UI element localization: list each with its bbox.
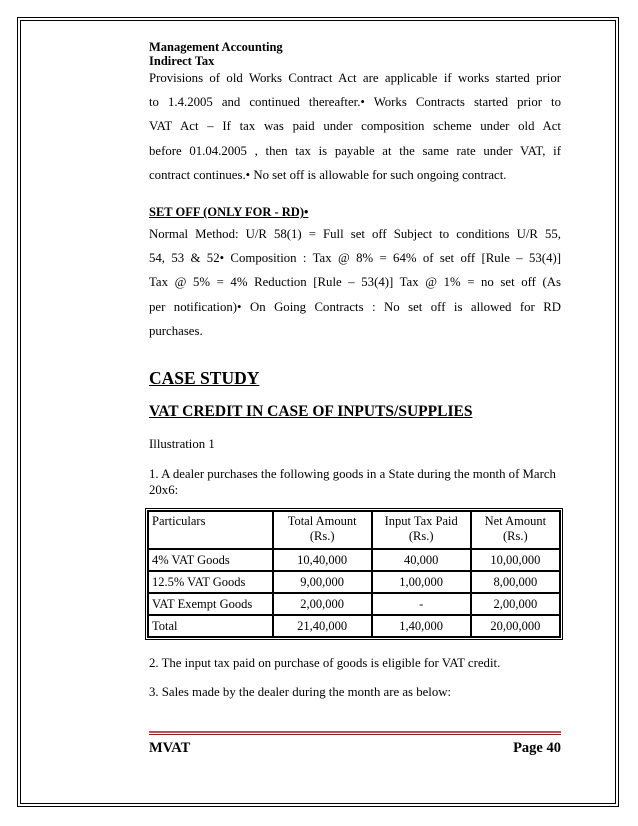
item-3-text: 3. Sales made by the dealer during the month are as below:: [149, 685, 452, 699]
table-cell: Total: [148, 615, 273, 637]
paragraph-works-contract: [149, 66, 561, 187]
header-line-2: Indirect Tax: [149, 54, 215, 68]
table-cell: 1,40,000: [372, 615, 471, 637]
para1-line: VAT Act – If tax was paid under composition scheme under old Act: [149, 119, 561, 134]
table-cell: 1,00,000: [372, 571, 471, 593]
table-header-row: [148, 511, 560, 549]
page-number: Page 40: [513, 740, 561, 756]
table-row-total: [148, 615, 560, 637]
table-row: [148, 549, 560, 571]
item-1-text: 1. A dealer purchases the following goods in a State during the month of March 20x6:: [149, 467, 556, 497]
table-cell: 8,00,000: [471, 571, 560, 593]
table-row: [148, 593, 560, 615]
col-header-particulars: Particulars: [148, 511, 273, 549]
para1-line: to 1.4.2005 and continued thereafter.• Works Contracts started prior to: [149, 95, 561, 110]
col-header-total-amount: Total Amount (Rs.): [273, 511, 372, 549]
table-cell: 20,00,000: [471, 615, 560, 637]
table-cell: 40,000: [372, 549, 471, 571]
page-footer: [149, 740, 561, 757]
header-line-1: Management Accounting: [149, 40, 283, 54]
para2-line: Tax @ 5% = 4% Reduction [Rule – 53(4)] Tax @ 1% = no set off (As: [149, 275, 561, 290]
table-cell: -: [372, 593, 471, 615]
footer-title: MVAT: [149, 740, 191, 756]
para2-line: per notification)• On Going Contracts : No set off is allowed for RD: [149, 299, 561, 314]
vat-credit-heading: VAT CREDIT IN CASE OF INPUTS/SUPPLIES: [149, 403, 473, 420]
paragraph-set-off: [149, 222, 561, 343]
para2-line: Normal Method: U/R 58(1) = Full set off Subject to conditions U/R 55,: [149, 227, 561, 241]
table-cell: 21,40,000: [273, 615, 372, 637]
table-cell: 9,00,000: [273, 571, 372, 593]
table-cell: 2,00,000: [471, 593, 560, 615]
table-cell: 12.5% VAT Goods: [148, 571, 273, 593]
table-cell: 10,00,000: [471, 549, 560, 571]
col-header-net-amount: Net Amount (Rs.): [471, 511, 560, 549]
para1-line: before 01.04.2005 , then tax is payable at the same rate under VAT, if: [149, 143, 561, 158]
footer-rule-dark: [149, 734, 561, 735]
case-study-heading: CASE STUDY: [149, 368, 260, 388]
illustration-label: Illustration 1: [149, 437, 215, 451]
para1-line: Provisions of old Works Contract Act are applicable if works started prior: [149, 71, 561, 85]
table-cell: 4% VAT Goods: [148, 549, 273, 571]
para2-line: purchases.: [149, 323, 203, 338]
set-off-heading: SET OFF (ONLY FOR - RD)•: [149, 205, 309, 219]
table-cell: VAT Exempt Goods: [148, 593, 273, 615]
col-header-input-tax: Input Tax Paid (Rs.): [372, 511, 471, 549]
table-cell: 2,00,000: [273, 593, 372, 615]
table-row: [148, 571, 560, 593]
table-cell: 10,40,000: [273, 549, 372, 571]
footer-rule-red: [149, 731, 561, 733]
para1-line: contract continues.• No set off is allowable for such ongoing contract.: [149, 167, 507, 182]
item-2-text: 2. The input tax paid on purchase of goods is eligible for VAT credit.: [149, 656, 501, 670]
purchases-table: [147, 510, 561, 638]
para2-line: 54, 53 & 52• Composition : Tax @ 8% = 64% of set off [Rule – 53(4)]: [149, 251, 561, 266]
running-header: [149, 40, 561, 68]
